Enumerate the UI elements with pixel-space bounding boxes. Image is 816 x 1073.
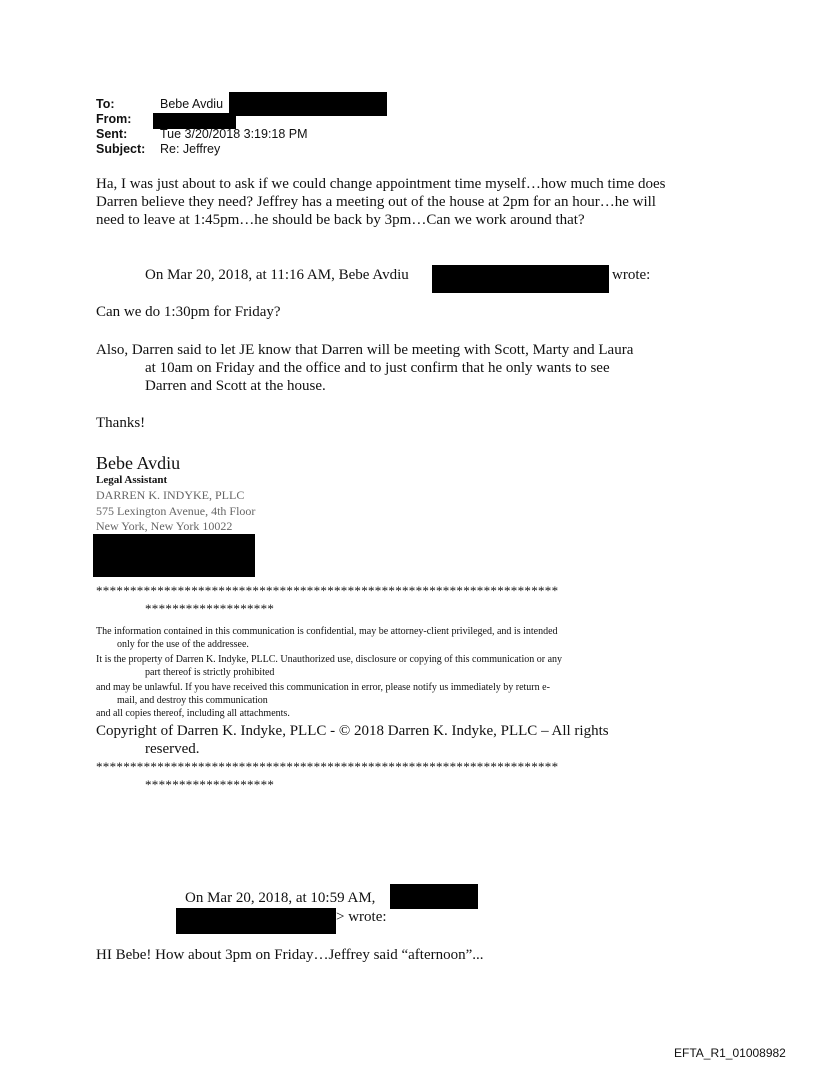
redaction-block	[176, 908, 336, 934]
quote-line: at 10am on Friday and the office and to just confirm that he only wants to see	[145, 360, 610, 376]
signature-address: 575 Lexington Avenue, 4th Floor	[96, 504, 256, 518]
disclaimer-line: The information contained in this communication is confidential, may be attorney-client privileged, and is intended	[96, 626, 558, 637]
quote-line: HI Bebe! How about 3pm on Friday…Jeffrey said “afternoon”...	[96, 947, 484, 963]
quote-wrote: > wrote:	[336, 909, 387, 925]
thanks-line: Thanks!	[96, 415, 146, 431]
signature-address: New York, New York 10022	[96, 519, 233, 533]
sent-label: Sent:	[96, 127, 128, 141]
quote-intro: On Mar 20, 2018, at 10:59 AM,	[185, 890, 376, 906]
redaction-block	[432, 265, 609, 293]
subject-value: Re: Jeffrey	[160, 142, 221, 156]
stars-divider: *******************	[145, 601, 275, 616]
quote-intro: On Mar 20, 2018, at 11:16 AM, Bebe Avdiu	[145, 267, 409, 283]
quote-wrote: wrote:	[612, 267, 651, 283]
document-id: EFTA_R1_01008982	[674, 1046, 786, 1060]
disclaimer-line: and all copies thereof, including all attachments.	[96, 708, 290, 719]
disclaimer-line: mail, and destroy this communication	[117, 695, 268, 706]
message-line: Darren believe they need? Jeffrey has a meeting out of the house at 2pm for an hour…he will	[96, 194, 656, 210]
disclaimer-line: only for the use of the addressee.	[117, 639, 249, 650]
stars-divider: ********************************************************************	[96, 759, 559, 774]
sent-value: Tue 3/20/2018 3:19:18 PM	[160, 127, 308, 141]
copyright-line: Copyright of Darren K. Indyke, PLLC - © 2018 Darren K. Indyke, PLLC – All rights	[96, 723, 609, 739]
disclaimer-line: and may be unlawful. If you have received this communication in error, please notify us immediately by return e-	[96, 682, 550, 693]
message-line: Ha, I was just about to ask if we could change appointment time myself…how much time does	[96, 176, 666, 192]
quote-line: Also, Darren said to let JE know that Darren will be meeting with Scott, Marty and Laura	[96, 342, 634, 358]
disclaimer-line: part thereof is strictly prohibited	[145, 667, 275, 678]
redaction-block	[229, 92, 387, 116]
disclaimer-line: It is the property of Darren K. Indyke, PLLC. Unauthorized use, disclosure or copying of this communication or any	[96, 654, 563, 665]
message-line: need to leave at 1:45pm…he should be back by 3pm…Can we work around that?	[96, 212, 585, 228]
signature-title: Legal Assistant	[96, 474, 168, 486]
from-label: From:	[96, 112, 132, 126]
redaction-block	[390, 884, 478, 909]
quote-line: Can we do 1:30pm for Friday?	[96, 304, 281, 320]
stars-divider: *******************	[145, 777, 275, 792]
quote-line: Darren and Scott at the house.	[145, 378, 326, 394]
subject-label: Subject:	[96, 142, 146, 156]
to-value: Bebe Avdiu	[160, 97, 224, 111]
signature-name: Bebe Avdiu	[96, 453, 181, 473]
redaction-block	[93, 534, 255, 577]
signature-firm: DARREN K. INDYKE, PLLC	[96, 488, 245, 502]
stars-divider: ********************************************************************	[96, 583, 559, 598]
copyright-line: reserved.	[145, 741, 200, 757]
to-label: To:	[96, 97, 115, 111]
